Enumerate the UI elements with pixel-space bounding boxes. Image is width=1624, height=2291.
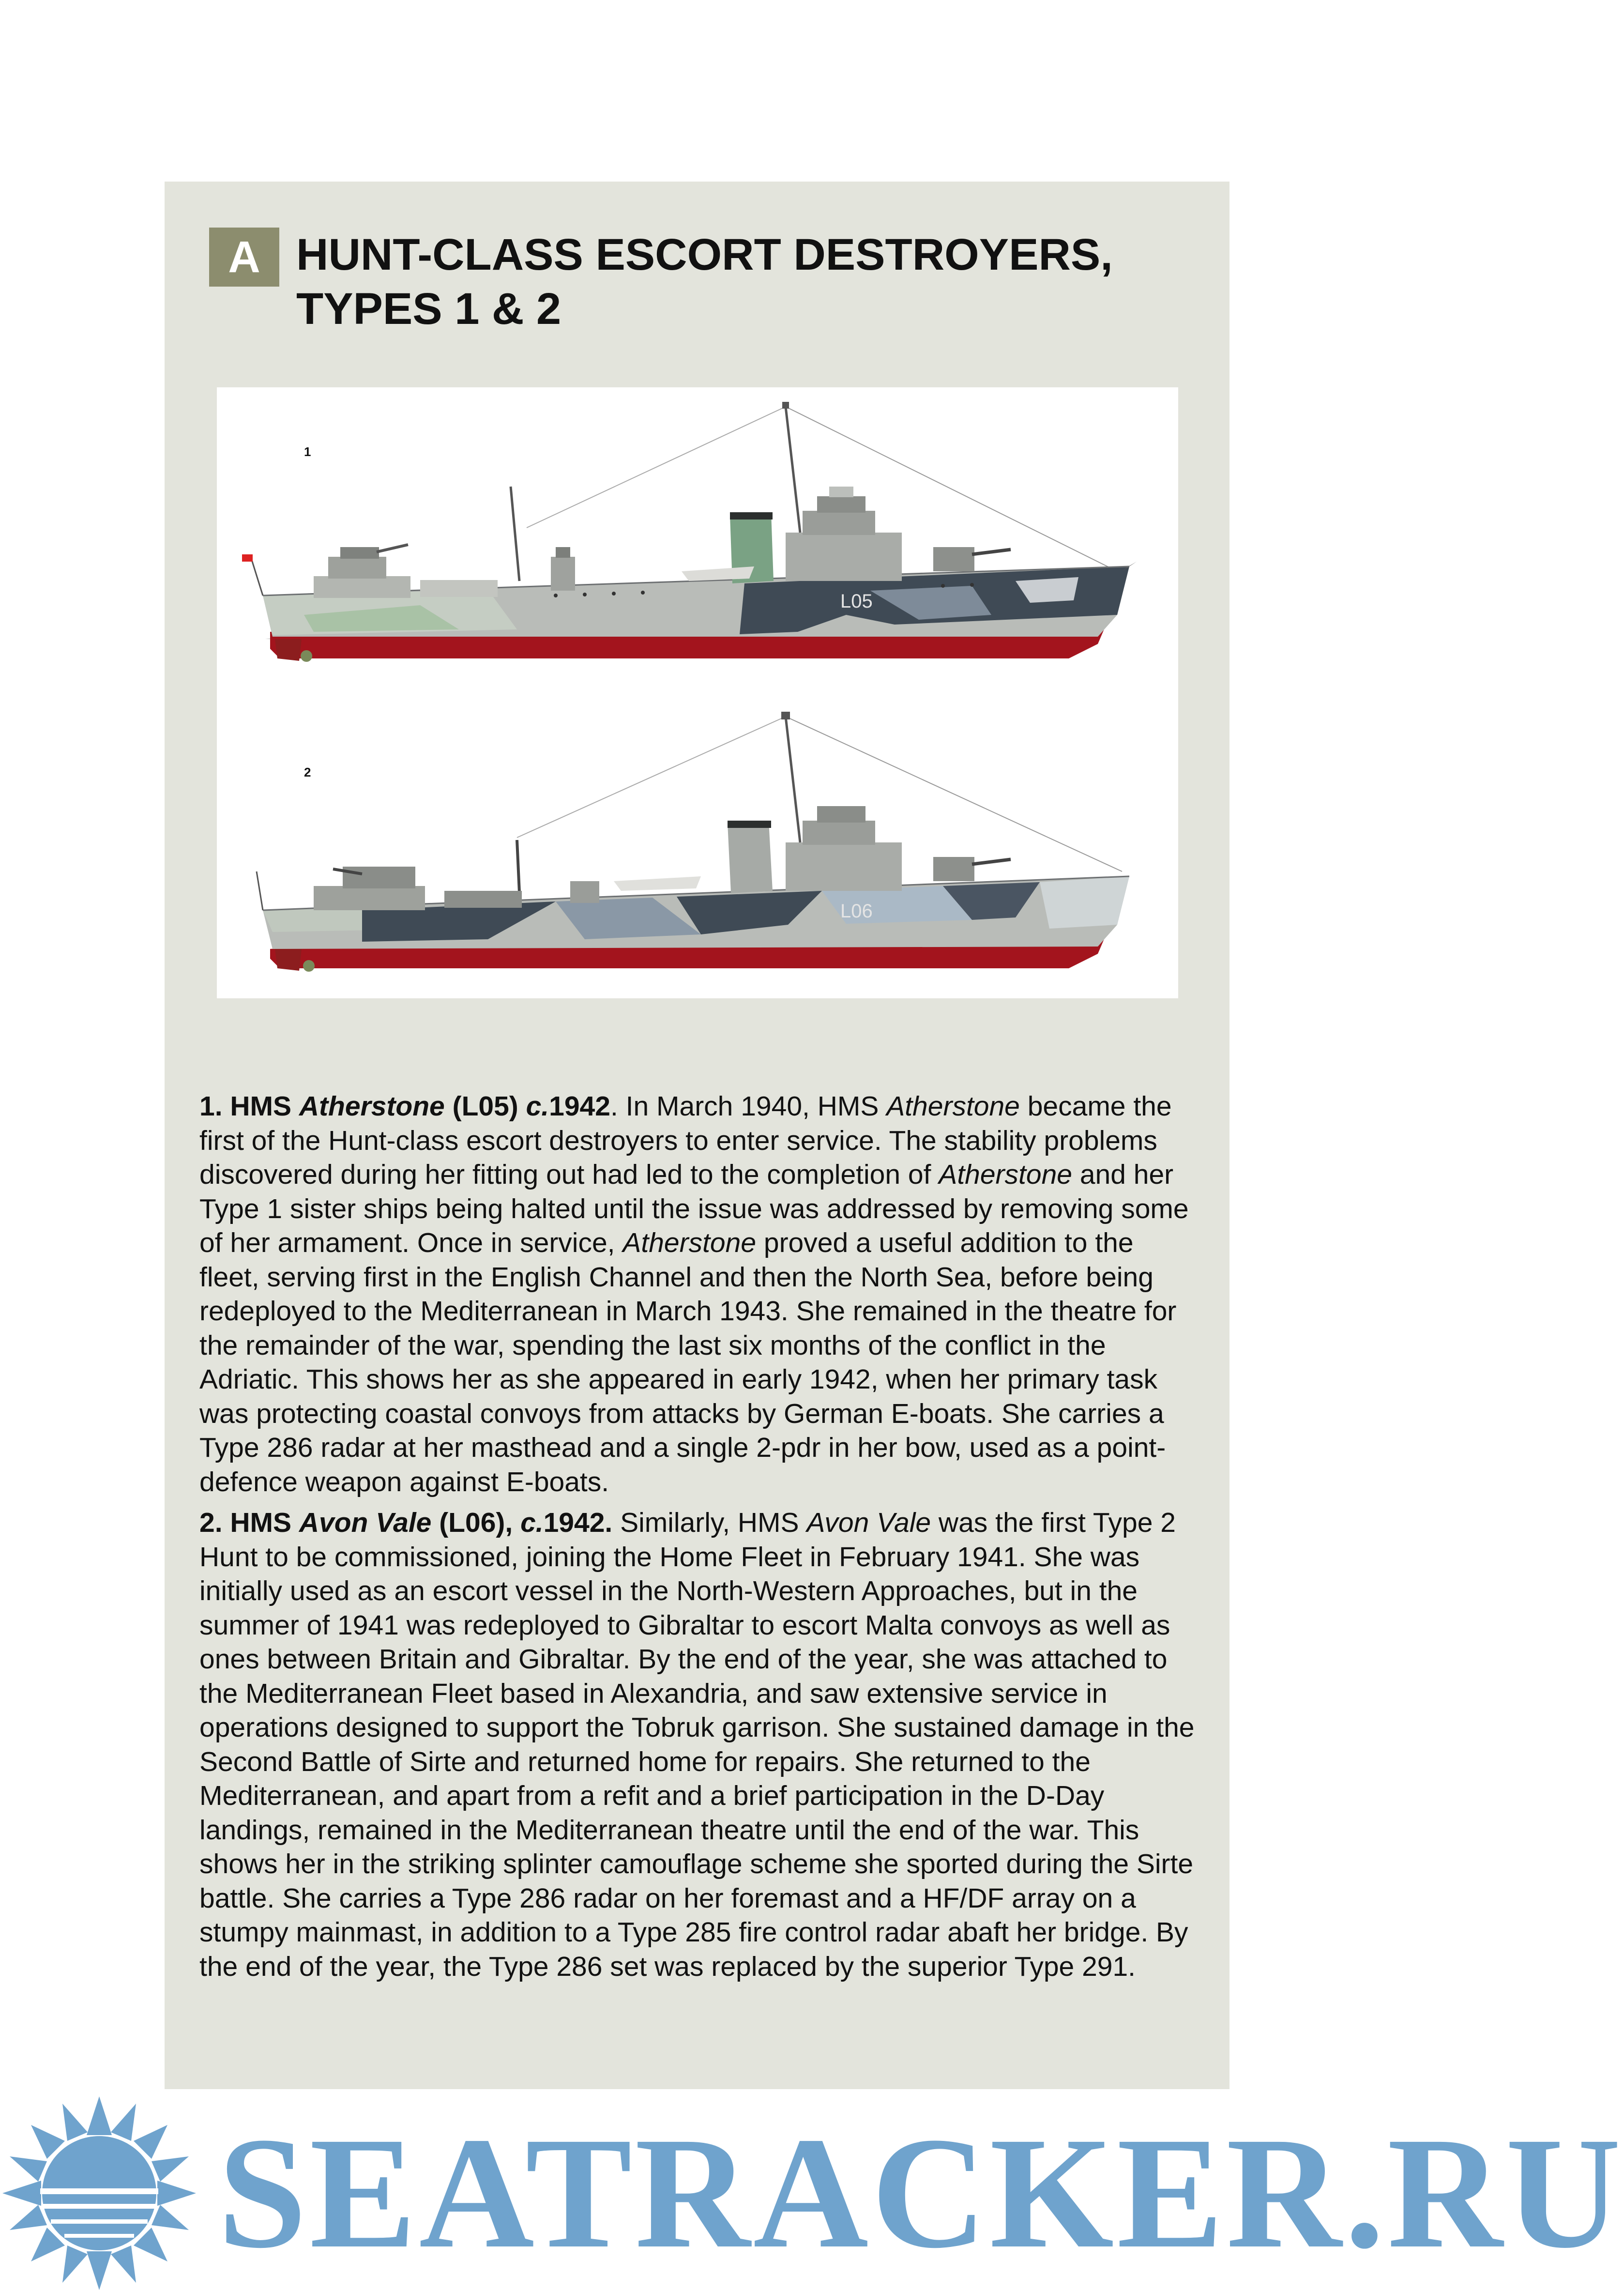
- entry-1-head-number: 1. HMS: [199, 1091, 299, 1122]
- ship-profiles: [217, 387, 1178, 998]
- watermark-text: SEATRACKER.RU: [218, 2105, 1624, 2281]
- entry-1-circa: c.: [526, 1091, 549, 1122]
- caption-entry-2: [199, 1506, 1197, 1984]
- entry-2-ship-name: Avon Vale: [299, 1507, 432, 1538]
- ship-2-pennant: L06: [840, 901, 873, 922]
- entry-1-italic-3: Atherstone: [622, 1227, 757, 1258]
- ship-2-avon-vale: [257, 712, 1129, 972]
- entry-2-pennant: (L06),: [431, 1507, 521, 1538]
- ship-1-pennant: L05: [840, 591, 873, 612]
- entry-1-ship-name: Atherstone: [299, 1091, 445, 1122]
- entry-2-head-number: 2. HMS: [199, 1507, 299, 1538]
- plate-title-line-1: HUNT-CLASS ESCORT DESTROYERS,: [296, 230, 1113, 279]
- entry-1-text-2: became the first of the Hunt-class escort destroyers to enter service. The stability problems discovered during her fitting out had led to the completion of: [199, 1091, 1172, 1190]
- entry-1-text-3: and her Type 1 sister ships being halted until the issue was addressed by removing some of her armament. Once in service,: [199, 1159, 1189, 1258]
- ship-2-funnel: [728, 821, 773, 893]
- caption-entry-1: [199, 1089, 1197, 1499]
- illustration-number-2: 2: [304, 765, 311, 779]
- ship-1-foremast: [786, 407, 800, 533]
- entry-2-italic-1: Avon Vale: [806, 1507, 931, 1538]
- entry-2-circa: c.: [520, 1507, 544, 1538]
- caption-text: [199, 1089, 1197, 1990]
- plate-title-line-2: TYPES 1 & 2: [296, 284, 562, 334]
- plate-title: [296, 228, 1206, 336]
- entry-1-pennant: (L05): [444, 1091, 526, 1122]
- ship-1-atherstone: [242, 402, 1137, 662]
- ship-2-foremast: [786, 717, 800, 842]
- ship-illustrations: [217, 387, 1178, 998]
- entry-1-year: 1942: [549, 1091, 610, 1122]
- entry-1-text-1: . In March 1940, HMS: [610, 1091, 887, 1122]
- entry-2-text-1: Similarly, HMS: [612, 1507, 807, 1538]
- entry-1-italic-1: Atherstone: [886, 1091, 1020, 1122]
- entry-1-italic-2: Atherstone: [939, 1159, 1072, 1190]
- entry-2-year: 1942.: [543, 1507, 613, 1538]
- plate-letter-badge: A: [209, 228, 279, 287]
- entry-2-text-2: was the first Type 2 Hunt to be commissioned, joining the Home Fleet in February 1941. She was initially used as an escort vessel in the North-Western Approaches, but in the summer of 1941 was redeployed to Gibraltar to escort Malta convoys as well as ones between Britain and Gibraltar. By the end of the year, she was attached to the Mediterranean Fleet based in Alexandria, and saw extensive service in operations designed to support the Tobruk garrison. She sustained damage in the Second Battle of Sirte and returned home for repairs. She returned to the Mediterranean, and apart from a refit and a brief participation in the D-Day landings, remained in the Mediterranean theatre until the end of the war. This shows her in the striking splinter camouflage scheme she sported during the Sirte battle. She carries a Type 286 radar on her foremast and a HF/DF array on a stumpy mainmast, in addition to a Type 285 fire control radar abaft her bridge. By the end of the year, the Type 286 set was replaced by the superior Type 291.: [199, 1507, 1195, 1982]
- illustration-number-1: 1: [304, 444, 311, 459]
- entry-1-text-4: proved a useful addition to the fleet, serving first in the English Channel and then the North Sea, before being redeployed to the Mediterranean in March 1943. She remained in the theatre for the remainder of the war, spending the last six months of the conflict in the Adriatic. This shows her as she appeared in early 1942, when her primary task was protecting coastal convoys from attacks by German E-boats. She carries a Type 286 radar at her masthead and a single 2-pdr in her bow, used as a point-defence weapon against E-boats.: [199, 1227, 1177, 1497]
